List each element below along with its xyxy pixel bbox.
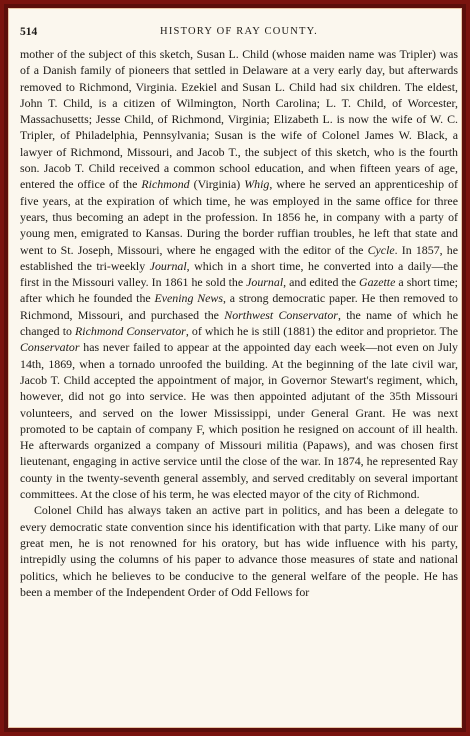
italic-title: Northwest Conservator (224, 307, 338, 322)
text-run: , where he served an apprenticeship of five years, at the expiration of which time, he was employed in the same office for three years, thus becoming an adept in the profession. In 1856 he, in company with a party of young men, emigrated to Kansas. During the border ruffian troubles, he left that state and went to St. Joseph, Missouri, where he engaged with the editor of the (20, 177, 458, 257)
book-page (20, 24, 458, 600)
text-run: mother of the subject of this sketch, Susan L. Child (whose maiden name was Tripler) was of a Danish family of pioneers that settled in Delaware at a very early day, but afterwards removed to Richmond, Virginia. Ezekiel and Susan L. Child had six children. The eldest, John T. Child, is a citizen of Wilmington, North Carolina; L. T. Child, of Worcester, Massachusetts; Jesse Child, of Richmond, Virginia; Elizabeth L. is now the wife of W. C. Tripler, of Philadelphia, Pennsylvania; Susan is the wife of Colonel James W. Black, a lawyer of Richmond, Missouri, and Jacob T., the subject of this sketch, who is the fourth son. Jacob T. Child received a common school education, and when fifteen years of age, entered the office of the (20, 47, 458, 192)
italic-title: Cycle (367, 242, 395, 257)
italic-title: Evening News (154, 291, 223, 306)
italic-title: Whig (244, 177, 270, 192)
text-run: , the name of which he changed to (20, 307, 458, 339)
text-run: , which in a short time, he converted into a daily—the first in the Missouri valley. In 1861 he sold the (20, 258, 458, 290)
text-run: , a strong democratic paper. He then removed to Richmond, Missouri, and purchased the (20, 291, 458, 322)
italic-title: Gazette (359, 275, 396, 290)
page-header (20, 24, 458, 46)
text-run: Colonel Child has always taken an active part in politics, and has been a delegate to every democratic state convention since his identification with that party. Like many of our great men, he is not renowned for his oratory, but has wide influence with his party, intrepidly using the columns of his paper to advance those measures of state and national politics, which he believes to be conducive to the general welfare of the people. He has been a member of the Independent Order of Odd Fellows for (20, 503, 458, 599)
italic-title: Richmond (141, 177, 190, 192)
paragraph-2 (20, 502, 458, 600)
italic-title: Conservator (20, 340, 80, 355)
italic-title: Journal (246, 275, 284, 290)
italic-title: Journal (149, 258, 187, 273)
text-run: (Virginia) (189, 177, 245, 192)
text-run: . In 1857, he established the tri-weekly (20, 242, 458, 273)
text-run: has never failed to appear at the appointed day each week—not even on July 14th, 1869, when a tornado unroofed the building. At the beginning of the late civil war, Jacob T. Child accepted the appointment of major, in Governor Stewart's regiment, which, however, did not go into service. He was then appointed adjutant of the 35th Missouri volunteers, and served on the lower Mississippi, under General Grant. He was next promoted to be captain of company F, which position he resigned on account of ill health. He afterwards organized a company of Missouri militia (Papaws), and was chosen first lieutenant, engaging in active service until the close of the war. In 1874, he represented Ray county in the twenty-seventh general assembly, and served creditably on several important committees. At the close of his term, he was elected mayor of the city of Richmond. (20, 340, 458, 502)
text-run: a short time; after which he founded the (20, 275, 458, 306)
paragraph-1 (20, 46, 458, 502)
text-run: , and edited the (283, 275, 360, 290)
running-head: HISTORY OF RAY COUNTY. (160, 26, 318, 37)
text-run: , of which he is still (1881) the editor and proprietor. The (185, 324, 458, 339)
italic-title: Richmond Conservator (75, 324, 186, 339)
page-number: 514 (20, 26, 38, 38)
